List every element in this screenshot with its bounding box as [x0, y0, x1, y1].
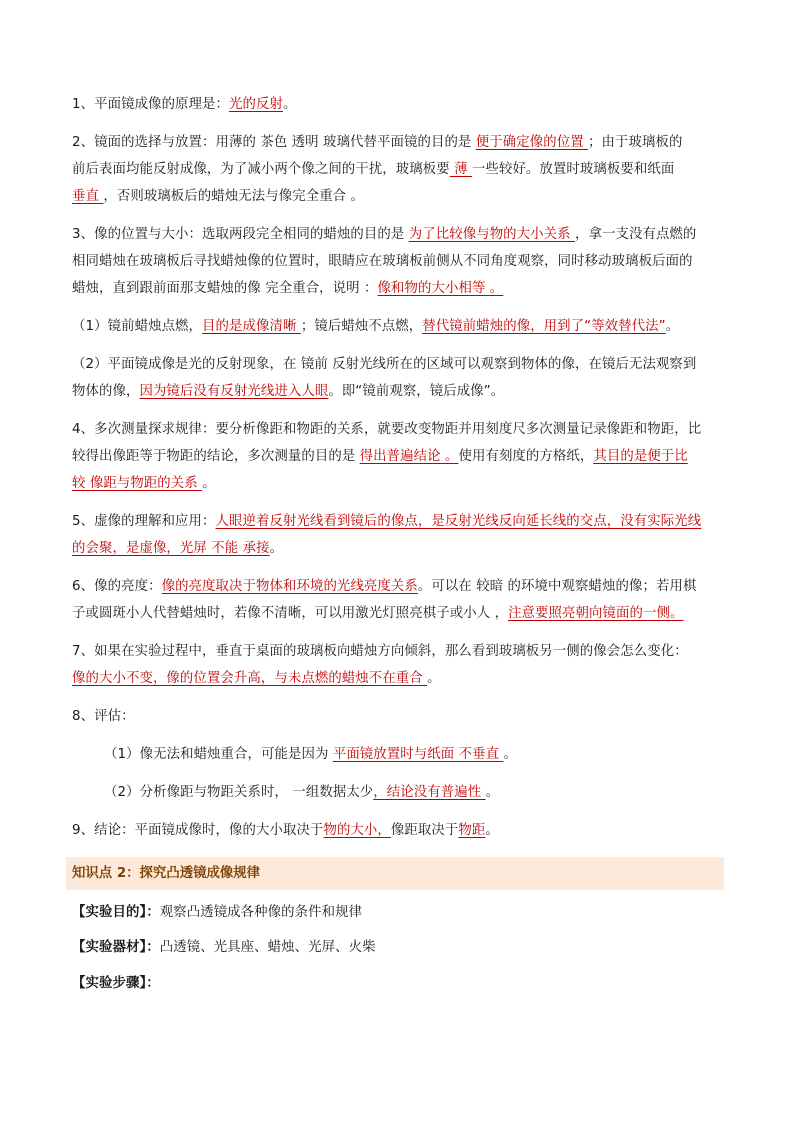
text: 凸透镜、光具座、蜡烛、光屏、火柴 [159, 940, 376, 955]
paragraph-6-line-3 [72, 471, 724, 496]
experiment-steps [72, 971, 724, 996]
answer: 注意要照亮朝向镜面的一侧。 [508, 606, 684, 621]
label: 【实验器材】： [72, 940, 160, 955]
answer: 其目的是便于比 [593, 449, 688, 464]
text: 。 [503, 747, 517, 762]
text: ；镜后蜡烛不点燃， [300, 319, 423, 334]
text: 。 [485, 785, 500, 800]
text: 8、评估： [72, 709, 135, 724]
text: 3、像的位置与大小：选取两段完全相同的蜡烛的目的是 [72, 227, 409, 242]
text: 2、镜面的选择与放置：用薄的 茶色 透明 玻璃代替平面镜的目的是 [72, 135, 476, 150]
text: （1）镜前蜡烛点燃， [72, 319, 203, 334]
answer: 光的反射 [229, 97, 283, 112]
text: 蜡烛，直到跟前面那支蜡烛的像 完全重合，说明 ： [72, 281, 378, 296]
section-heading-text: 知识点 2：探究凸透镜成像规律 [72, 866, 261, 881]
paragraph-1 [72, 92, 724, 117]
paragraph-4 [72, 314, 724, 339]
paragraph-5-line-1 [72, 352, 724, 377]
paragraph-10 [72, 704, 724, 729]
answer: 像和物的大小相等 。 [377, 281, 504, 296]
text: 物体的像， [72, 384, 140, 399]
text: 。 [427, 671, 441, 686]
label: 【实验步骤】： [72, 976, 160, 991]
paragraph-3-line-3 [72, 276, 724, 301]
text: 。 [269, 541, 284, 556]
answer: 为了比较像与物的大小关系 [408, 227, 575, 242]
text: 。 [202, 476, 216, 491]
text: 一些较好。放置时玻璃板要和纸面 [471, 162, 675, 177]
experiment-equipment [72, 935, 724, 960]
text: （2）分析像距与物距关系时， 一组数据太少 [104, 785, 374, 800]
text: 较得出像距等于物距的结论，多次测量的目的是 [72, 449, 360, 464]
answer: 替代镜前蜡烛的像，用到了“等效替代法” [422, 319, 666, 334]
answer: 人眼逆着反射光线看到镜后的像点，是反射光线反向延长线的交点，没有实际光线 [215, 514, 702, 529]
text: 。 [665, 319, 680, 334]
answer: 物距 [458, 823, 486, 838]
text: 1、平面镜成像的原理是： [72, 97, 230, 112]
paragraph-9-line-1 [72, 639, 724, 664]
paragraph-6-line-1 [72, 417, 724, 442]
text: 7、如果在实验过程中，垂直于桌面的玻璃板向蜡烛方向倾斜，那么看到玻璃板另一侧的像会怎么变化： [72, 644, 688, 659]
label: 【实验目的】： [72, 905, 160, 920]
text: 子或圆斑小人代替蜡烛时，若像不清晰，可以用激光灯照亮棋子或小人 ， [72, 606, 509, 621]
answer: 因为镜后没有反射光线进入人眼 [139, 384, 329, 399]
paragraph-3-line-2 [72, 249, 724, 274]
paragraph-7-line-2 [72, 536, 724, 561]
text: 5、虚像的理解和应用： [72, 514, 216, 529]
text: 4、多次测量探求规律：要分析像距和物距的关系，就要改变物距并用刻度尺多次测量记录像距和物距，比 [72, 422, 702, 437]
paragraph-13 [72, 818, 724, 843]
answer: 得出普遍结论 。 [359, 449, 459, 464]
answer: 的会聚，是虚像，光屏 不能 承接 [72, 541, 270, 556]
paragraph-2-line-3 [72, 184, 724, 209]
text: 前后表面均能反射成像，为了减小两个像之间的干扰，玻璃板要 [72, 162, 450, 177]
text: ，拿一支没有点燃的 [575, 227, 697, 242]
text: 9、结论：平面镜成像时，像的大小取决于 [72, 823, 324, 838]
answer: 目的是成像清晰 [202, 319, 301, 334]
answer: 薄 [449, 162, 472, 177]
text: 观察凸透镜成各种像的条件和规律 [159, 905, 363, 920]
paragraph-2-line-1 [72, 130, 724, 155]
paragraph-8-line-2 [72, 601, 724, 626]
answer: 像的亮度取决于物体和环境的光线亮度关系 [161, 579, 418, 594]
paragraph-9-line-2 [72, 666, 724, 691]
answer: 平面镜放置时与纸面 不垂直 [332, 747, 504, 762]
experiment-aim [72, 900, 724, 925]
paragraph-6-line-2 [72, 444, 724, 469]
text: ；由于玻璃板的 [588, 135, 683, 150]
paragraph-7-line-1 [72, 509, 724, 534]
text: 6、像的亮度： [72, 579, 162, 594]
answer: 较 像距与物距的关系 [72, 476, 203, 491]
text: 像距取决于 [390, 823, 459, 838]
paragraph-11 [104, 742, 724, 767]
answer: 垂直 [72, 189, 104, 204]
text: ，否则玻璃板后的蜡烛无法与像完全重合 。 [103, 189, 365, 204]
text: 。即“镜前观察，镜后成像”。 [328, 384, 505, 399]
paragraph-2-line-2 [72, 157, 724, 182]
text: 使用有刻度的方格纸， [458, 449, 594, 464]
text: 。 [485, 823, 499, 838]
answer: 物的大小， [323, 823, 391, 838]
paragraph-3-line-1 [72, 222, 724, 247]
section-heading [66, 857, 724, 890]
answer: 像的大小不变，像的位置会升高，与未点燃的蜡烛不在重合 [72, 671, 428, 686]
paragraph-5-line-2 [72, 379, 724, 404]
text: 。 [282, 97, 297, 112]
text: （1）像无法和蜡烛重合，可能是因为 [104, 747, 333, 762]
paragraph-8-line-1 [72, 574, 724, 599]
text: 相同蜡烛在玻璃板后寻找蜡烛像的位置时，眼睛应在玻璃板前侧从不同角度观察，同时移动玻璃板后面的 [72, 254, 693, 269]
answer: ，结论没有普遍性 [373, 785, 486, 800]
answer: 便于确定像的位置 [475, 135, 589, 150]
paragraph-12 [104, 780, 724, 805]
text: 。可以在 较暗 的环境中观察蜡烛的像；若用棋 [417, 579, 697, 594]
text: （2）平面镜成像是光的反射现象，在 镜前 反射光线所在的区域可以观察到物体的像，在镜后无法观察到 [72, 357, 697, 372]
